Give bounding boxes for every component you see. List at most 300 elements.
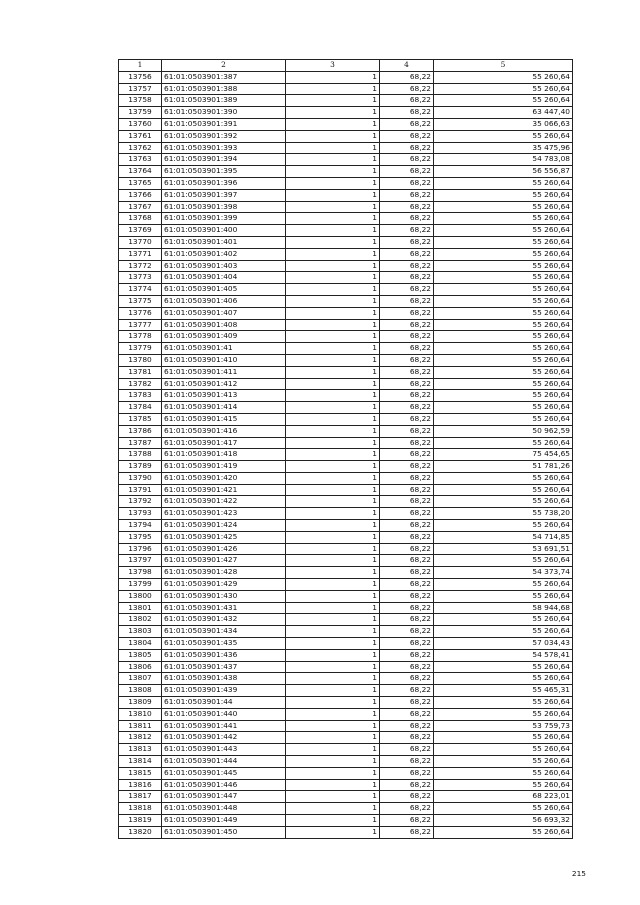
- row-number-cell: 13778: [119, 331, 162, 343]
- count-cell: 1: [286, 791, 380, 803]
- value-cell: 55 260,64: [434, 189, 573, 201]
- table-row: [119, 260, 573, 272]
- value-cell: 55 260,64: [434, 803, 573, 815]
- area-cell: 68,22: [380, 177, 434, 189]
- value-cell: 55 260,64: [434, 378, 573, 390]
- row-number-cell: 13794: [119, 520, 162, 532]
- row-number-cell: 13804: [119, 638, 162, 650]
- area-cell: 68,22: [380, 413, 434, 425]
- table-row: [119, 791, 573, 803]
- area-cell: 68,22: [380, 496, 434, 508]
- value-cell: 55 260,64: [434, 71, 573, 83]
- row-number-cell: 13817: [119, 791, 162, 803]
- table-row: [119, 496, 573, 508]
- value-cell: 55 260,64: [434, 177, 573, 189]
- area-cell: 68,22: [380, 437, 434, 449]
- row-number-cell: 13770: [119, 236, 162, 248]
- count-cell: 1: [286, 756, 380, 768]
- table-row: [119, 248, 573, 260]
- cadastral-number-cell: 61:01:0503901:444: [162, 756, 286, 768]
- row-number-cell: 13813: [119, 744, 162, 756]
- cadastral-number-cell: 61:01:0503901:396: [162, 177, 286, 189]
- cadastral-number-cell: 61:01:0503901:424: [162, 520, 286, 532]
- value-cell: 53 759,73: [434, 720, 573, 732]
- cadastral-number-cell: 61:01:0503901:437: [162, 661, 286, 673]
- table-row: [119, 307, 573, 319]
- table-row: [119, 272, 573, 284]
- cadastral-number-cell: 61:01:0503901:448: [162, 803, 286, 815]
- row-number-cell: 13774: [119, 284, 162, 296]
- value-cell: 54 373,74: [434, 567, 573, 579]
- row-number-cell: 13775: [119, 295, 162, 307]
- cadastral-number-cell: 61:01:0503901:430: [162, 590, 286, 602]
- count-cell: 1: [286, 284, 380, 296]
- count-cell: 1: [286, 154, 380, 166]
- count-cell: 1: [286, 437, 380, 449]
- row-number-cell: 13791: [119, 484, 162, 496]
- table-row: [119, 472, 573, 484]
- row-number-cell: 13773: [119, 272, 162, 284]
- row-number-cell: 13777: [119, 319, 162, 331]
- area-cell: 68,22: [380, 154, 434, 166]
- count-cell: 1: [286, 531, 380, 543]
- table-row: [119, 520, 573, 532]
- row-number-cell: 13814: [119, 756, 162, 768]
- row-number-cell: 13781: [119, 366, 162, 378]
- row-number-cell: 13816: [119, 779, 162, 791]
- cadastral-number-cell: 61:01:0503901:432: [162, 614, 286, 626]
- table-row: [119, 602, 573, 614]
- row-number-cell: 13780: [119, 354, 162, 366]
- area-cell: 68,22: [380, 756, 434, 768]
- row-number-cell: 13764: [119, 166, 162, 178]
- count-cell: 1: [286, 590, 380, 602]
- area-cell: 68,22: [380, 626, 434, 638]
- area-cell: 68,22: [380, 708, 434, 720]
- cadastral-number-cell: 61:01:0503901:418: [162, 449, 286, 461]
- value-cell: 55 260,64: [434, 590, 573, 602]
- area-cell: 68,22: [380, 661, 434, 673]
- value-cell: 55 260,64: [434, 130, 573, 142]
- area-cell: 68,22: [380, 779, 434, 791]
- value-cell: 55 260,64: [434, 484, 573, 496]
- area-cell: 68,22: [380, 307, 434, 319]
- cadastral-number-cell: 61:01:0503901:443: [162, 744, 286, 756]
- count-cell: 1: [286, 130, 380, 142]
- area-cell: 68,22: [380, 130, 434, 142]
- row-number-cell: 13800: [119, 590, 162, 602]
- cadastral-number-cell: 61:01:0503901:450: [162, 826, 286, 838]
- row-number-cell: 13772: [119, 260, 162, 272]
- count-cell: 1: [286, 189, 380, 201]
- cadastral-number-cell: 61:01:0503901:400: [162, 225, 286, 237]
- table-row: [119, 579, 573, 591]
- cadastral-number-cell: 61:01:0503901:407: [162, 307, 286, 319]
- column-header-3: 3: [286, 60, 380, 72]
- count-cell: 1: [286, 118, 380, 130]
- table-row: [119, 673, 573, 685]
- value-cell: 55 260,64: [434, 732, 573, 744]
- table-row: [119, 425, 573, 437]
- count-cell: 1: [286, 166, 380, 178]
- count-cell: 1: [286, 83, 380, 95]
- count-cell: 1: [286, 673, 380, 685]
- value-cell: 50 962,59: [434, 425, 573, 437]
- area-cell: 68,22: [380, 189, 434, 201]
- count-cell: 1: [286, 343, 380, 355]
- cadastral-number-cell: 61:01:0503901:447: [162, 791, 286, 803]
- count-cell: 1: [286, 732, 380, 744]
- area-cell: 68,22: [380, 107, 434, 119]
- count-cell: 1: [286, 213, 380, 225]
- cadastral-number-cell: 61:01:0503901:401: [162, 236, 286, 248]
- cadastral-number-cell: 61:01:0503901:412: [162, 378, 286, 390]
- cadastral-number-cell: 61:01:0503901:390: [162, 107, 286, 119]
- header-row: [119, 60, 573, 72]
- count-cell: 1: [286, 260, 380, 272]
- count-cell: 1: [286, 366, 380, 378]
- value-cell: 55 260,64: [434, 472, 573, 484]
- area-cell: 68,22: [380, 767, 434, 779]
- count-cell: 1: [286, 815, 380, 827]
- value-cell: 54 578,41: [434, 649, 573, 661]
- count-cell: 1: [286, 390, 380, 402]
- count-cell: 1: [286, 331, 380, 343]
- area-cell: 68,22: [380, 319, 434, 331]
- table-row: [119, 531, 573, 543]
- cadastral-number-cell: 61:01:0503901:438: [162, 673, 286, 685]
- count-cell: 1: [286, 543, 380, 555]
- value-cell: 56 556,87: [434, 166, 573, 178]
- area-cell: 68,22: [380, 461, 434, 473]
- row-number-cell: 13760: [119, 118, 162, 130]
- value-cell: 55 738,20: [434, 508, 573, 520]
- row-number-cell: 13796: [119, 543, 162, 555]
- count-cell: 1: [286, 236, 380, 248]
- row-number-cell: 13805: [119, 649, 162, 661]
- count-cell: 1: [286, 638, 380, 650]
- cadastral-number-cell: 61:01:0503901:427: [162, 555, 286, 567]
- cadastral-number-cell: 61:01:0503901:395: [162, 166, 286, 178]
- table-row: [119, 756, 573, 768]
- cadastral-number-cell: 61:01:0503901:440: [162, 708, 286, 720]
- cadastral-number-cell: 61:01:0503901:44: [162, 697, 286, 709]
- count-cell: 1: [286, 602, 380, 614]
- area-cell: 68,22: [380, 567, 434, 579]
- table-row: [119, 95, 573, 107]
- value-cell: 55 260,64: [434, 95, 573, 107]
- row-number-cell: 13798: [119, 567, 162, 579]
- table-row: [119, 661, 573, 673]
- cadastral-number-cell: 61:01:0503901:389: [162, 95, 286, 107]
- area-cell: 68,22: [380, 213, 434, 225]
- count-cell: 1: [286, 177, 380, 189]
- value-cell: 55 260,64: [434, 307, 573, 319]
- count-cell: 1: [286, 744, 380, 756]
- row-number-cell: 13767: [119, 201, 162, 213]
- count-cell: 1: [286, 272, 380, 284]
- table-row: [119, 508, 573, 520]
- value-cell: 55 260,64: [434, 83, 573, 95]
- value-cell: 55 260,64: [434, 661, 573, 673]
- table-row: [119, 319, 573, 331]
- count-cell: 1: [286, 413, 380, 425]
- cadastral-number-cell: 61:01:0503901:449: [162, 815, 286, 827]
- table-row: [119, 236, 573, 248]
- count-cell: 1: [286, 779, 380, 791]
- count-cell: 1: [286, 248, 380, 260]
- cadastral-number-cell: 61:01:0503901:393: [162, 142, 286, 154]
- area-cell: 68,22: [380, 95, 434, 107]
- table-row: [119, 638, 573, 650]
- row-number-cell: 13763: [119, 154, 162, 166]
- value-cell: 55 260,64: [434, 413, 573, 425]
- table-row: [119, 343, 573, 355]
- value-cell: 51 781,26: [434, 461, 573, 473]
- column-header-5: 5: [434, 60, 573, 72]
- value-cell: 54 714,85: [434, 531, 573, 543]
- cadastral-number-cell: 61:01:0503901:422: [162, 496, 286, 508]
- table-row: [119, 555, 573, 567]
- area-cell: 68,22: [380, 71, 434, 83]
- value-cell: 55 260,64: [434, 248, 573, 260]
- table-row: [119, 732, 573, 744]
- cadastral-number-cell: 61:01:0503901:392: [162, 130, 286, 142]
- column-header-2: 2: [162, 60, 286, 72]
- value-cell: 55 260,64: [434, 284, 573, 296]
- cadastral-number-cell: 61:01:0503901:403: [162, 260, 286, 272]
- row-number-cell: 13803: [119, 626, 162, 638]
- row-number-cell: 13769: [119, 225, 162, 237]
- table-row: [119, 590, 573, 602]
- area-cell: 68,22: [380, 201, 434, 213]
- row-number-cell: 13802: [119, 614, 162, 626]
- count-cell: 1: [286, 295, 380, 307]
- value-cell: 55 260,64: [434, 437, 573, 449]
- value-cell: 55 260,64: [434, 826, 573, 838]
- table-row: [119, 331, 573, 343]
- area-cell: 68,22: [380, 449, 434, 461]
- area-cell: 68,22: [380, 673, 434, 685]
- value-cell: 55 260,64: [434, 708, 573, 720]
- count-cell: 1: [286, 826, 380, 838]
- area-cell: 68,22: [380, 236, 434, 248]
- table-row: [119, 567, 573, 579]
- cadastral-number-cell: 61:01:0503901:399: [162, 213, 286, 225]
- cadastral-number-cell: 61:01:0503901:439: [162, 685, 286, 697]
- value-cell: 55 260,64: [434, 496, 573, 508]
- value-cell: 68 223,01: [434, 791, 573, 803]
- table-row: [119, 154, 573, 166]
- cadastral-number-cell: 61:01:0503901:41: [162, 343, 286, 355]
- value-cell: 55 260,64: [434, 779, 573, 791]
- value-cell: 35 066,63: [434, 118, 573, 130]
- table-row: [119, 166, 573, 178]
- area-cell: 68,22: [380, 543, 434, 555]
- value-cell: 55 260,64: [434, 201, 573, 213]
- value-cell: 55 260,64: [434, 390, 573, 402]
- cadastral-number-cell: 61:01:0503901:434: [162, 626, 286, 638]
- cadastral-number-cell: 61:01:0503901:388: [162, 83, 286, 95]
- cadastral-number-cell: 61:01:0503901:391: [162, 118, 286, 130]
- count-cell: 1: [286, 142, 380, 154]
- cadastral-number-cell: 61:01:0503901:411: [162, 366, 286, 378]
- row-number-cell: 13779: [119, 343, 162, 355]
- cadastral-number-cell: 61:01:0503901:421: [162, 484, 286, 496]
- table-row: [119, 649, 573, 661]
- count-cell: 1: [286, 579, 380, 591]
- table-row: [119, 402, 573, 414]
- column-header-4: 4: [380, 60, 434, 72]
- value-cell: 63 447,40: [434, 107, 573, 119]
- cadastral-number-cell: 61:01:0503901:423: [162, 508, 286, 520]
- row-number-cell: 13799: [119, 579, 162, 591]
- row-number-cell: 13818: [119, 803, 162, 815]
- count-cell: 1: [286, 720, 380, 732]
- area-cell: 68,22: [380, 803, 434, 815]
- row-number-cell: 13766: [119, 189, 162, 201]
- row-number-cell: 13786: [119, 425, 162, 437]
- table-row: [119, 803, 573, 815]
- cadastral-number-cell: 61:01:0503901:409: [162, 331, 286, 343]
- area-cell: 68,22: [380, 685, 434, 697]
- value-cell: 55 260,64: [434, 673, 573, 685]
- cadastral-number-cell: 61:01:0503901:398: [162, 201, 286, 213]
- value-cell: 57 034,43: [434, 638, 573, 650]
- row-number-cell: 13787: [119, 437, 162, 449]
- row-number-cell: 13757: [119, 83, 162, 95]
- cadastral-number-cell: 61:01:0503901:429: [162, 579, 286, 591]
- table-row: [119, 626, 573, 638]
- row-number-cell: 13806: [119, 661, 162, 673]
- table-body: [119, 71, 573, 838]
- row-number-cell: 13756: [119, 71, 162, 83]
- count-cell: 1: [286, 461, 380, 473]
- area-cell: 68,22: [380, 649, 434, 661]
- area-cell: 68,22: [380, 697, 434, 709]
- cadastral-number-cell: 61:01:0503901:416: [162, 425, 286, 437]
- value-cell: 55 260,64: [434, 366, 573, 378]
- row-number-cell: 13765: [119, 177, 162, 189]
- value-cell: 55 260,64: [434, 756, 573, 768]
- row-number-cell: 13782: [119, 378, 162, 390]
- cadastral-number-cell: 61:01:0503901:420: [162, 472, 286, 484]
- area-cell: 68,22: [380, 732, 434, 744]
- count-cell: 1: [286, 496, 380, 508]
- count-cell: 1: [286, 71, 380, 83]
- value-cell: 55 465,31: [434, 685, 573, 697]
- area-cell: 68,22: [380, 295, 434, 307]
- count-cell: 1: [286, 614, 380, 626]
- value-cell: 55 260,64: [434, 402, 573, 414]
- table-row: [119, 614, 573, 626]
- table-row: [119, 543, 573, 555]
- count-cell: 1: [286, 567, 380, 579]
- row-number-cell: 13793: [119, 508, 162, 520]
- area-cell: 68,22: [380, 83, 434, 95]
- cadastral-number-cell: 61:01:0503901:428: [162, 567, 286, 579]
- count-cell: 1: [286, 708, 380, 720]
- area-cell: 68,22: [380, 590, 434, 602]
- row-number-cell: 13759: [119, 107, 162, 119]
- row-number-cell: 13811: [119, 720, 162, 732]
- row-number-cell: 13768: [119, 213, 162, 225]
- row-number-cell: 13795: [119, 531, 162, 543]
- row-number-cell: 13809: [119, 697, 162, 709]
- row-number-cell: 13801: [119, 602, 162, 614]
- value-cell: 55 260,64: [434, 272, 573, 284]
- table-row: [119, 107, 573, 119]
- value-cell: 55 260,64: [434, 767, 573, 779]
- area-cell: 68,22: [380, 378, 434, 390]
- row-number-cell: 13784: [119, 402, 162, 414]
- count-cell: 1: [286, 472, 380, 484]
- area-cell: 68,22: [380, 343, 434, 355]
- row-number-cell: 13790: [119, 472, 162, 484]
- area-cell: 68,22: [380, 425, 434, 437]
- value-cell: 55 260,64: [434, 626, 573, 638]
- cadastral-number-cell: 61:01:0503901:402: [162, 248, 286, 260]
- count-cell: 1: [286, 378, 380, 390]
- row-number-cell: 13788: [119, 449, 162, 461]
- area-cell: 68,22: [380, 531, 434, 543]
- cadastral-number-cell: 61:01:0503901:442: [162, 732, 286, 744]
- value-cell: 55 260,64: [434, 520, 573, 532]
- table-row: [119, 826, 573, 838]
- value-cell: 53 691,51: [434, 543, 573, 555]
- cadastral-number-cell: 61:01:0503901:410: [162, 354, 286, 366]
- table-row: [119, 83, 573, 95]
- row-number-cell: 13810: [119, 708, 162, 720]
- table-row: [119, 815, 573, 827]
- cadastral-number-cell: 61:01:0503901:406: [162, 295, 286, 307]
- area-cell: 68,22: [380, 260, 434, 272]
- row-number-cell: 13819: [119, 815, 162, 827]
- table-row: [119, 201, 573, 213]
- row-number-cell: 13776: [119, 307, 162, 319]
- count-cell: 1: [286, 107, 380, 119]
- area-cell: 68,22: [380, 602, 434, 614]
- table-row: [119, 189, 573, 201]
- cadastral-number-cell: 61:01:0503901:387: [162, 71, 286, 83]
- cadastral-number-cell: 61:01:0503901:431: [162, 602, 286, 614]
- value-cell: 58 944,68: [434, 602, 573, 614]
- cadastral-number-cell: 61:01:0503901:436: [162, 649, 286, 661]
- row-number-cell: 13812: [119, 732, 162, 744]
- area-cell: 68,22: [380, 638, 434, 650]
- cadastral-number-cell: 61:01:0503901:397: [162, 189, 286, 201]
- value-cell: 55 260,64: [434, 354, 573, 366]
- row-number-cell: 13792: [119, 496, 162, 508]
- table-row: [119, 71, 573, 83]
- area-cell: 68,22: [380, 579, 434, 591]
- count-cell: 1: [286, 649, 380, 661]
- row-number-cell: 13789: [119, 461, 162, 473]
- table-row: [119, 177, 573, 189]
- table-row: [119, 295, 573, 307]
- count-cell: 1: [286, 697, 380, 709]
- row-number-cell: 13785: [119, 413, 162, 425]
- value-cell: 55 260,64: [434, 614, 573, 626]
- table-row: [119, 225, 573, 237]
- row-number-cell: 13771: [119, 248, 162, 260]
- value-cell: 55 260,64: [434, 295, 573, 307]
- value-cell: 56 693,32: [434, 815, 573, 827]
- value-cell: 54 783,08: [434, 154, 573, 166]
- cadastral-number-cell: 61:01:0503901:414: [162, 402, 286, 414]
- cadastral-number-cell: 61:01:0503901:394: [162, 154, 286, 166]
- area-cell: 68,22: [380, 720, 434, 732]
